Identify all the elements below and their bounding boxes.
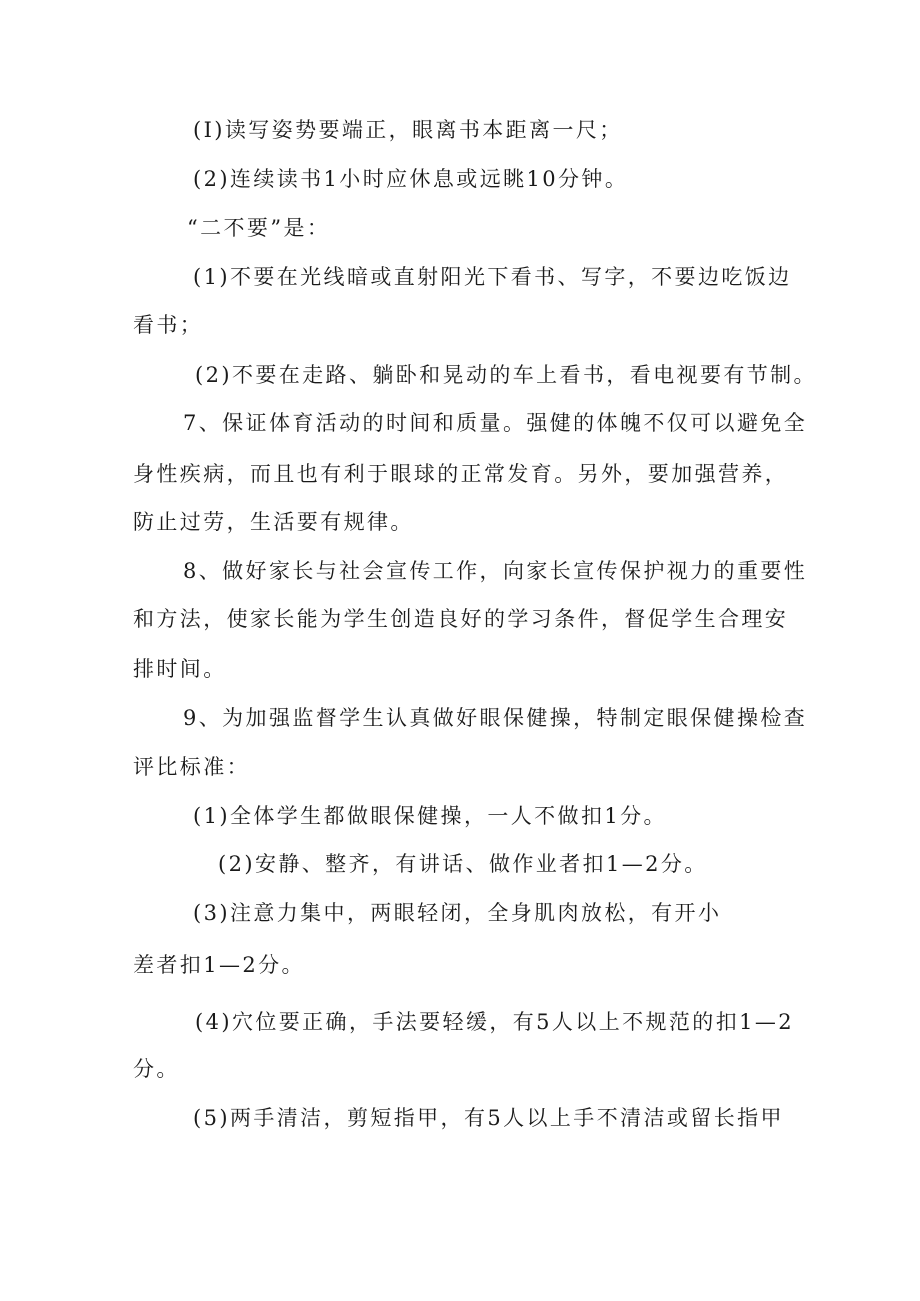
text-line: 防止过劳，生活要有规律。 bbox=[133, 510, 414, 534]
text-line: 排时间。 bbox=[133, 657, 227, 681]
text-line: 8、做好家长与社会宣传工作，向家长宣传保护视力的重要性 bbox=[183, 559, 808, 583]
text-line: “二不要”是： bbox=[187, 216, 331, 240]
text-line: (5)两手清洁，剪短指甲，有5人以上手不清洁或留长指甲 bbox=[193, 1106, 784, 1130]
text-line: 评比标准： bbox=[133, 755, 250, 779]
text-line: 9、为加强监督学生认真做好眼保健操，特制定眼保健操检查 bbox=[183, 706, 808, 730]
text-line: (1)全体学生都做眼保健操，一人不做扣1分。 bbox=[193, 804, 667, 828]
text-line: 差者扣1—2分。 bbox=[133, 953, 305, 977]
text-line: (I)读写姿势要端正，眼离书本距离一尺； bbox=[193, 118, 623, 142]
text-line: 分。 bbox=[133, 1057, 180, 1081]
text-line: (1)不要在光线暗或直射阳光下看书、写字，不要边吃饭边 bbox=[193, 265, 792, 289]
text-line: (4)穴位要正确，手法要轻缓，有5人以上不规范的扣1—2 bbox=[195, 1010, 795, 1034]
text-line: (3)注意力集中，两眼轻闭，全身肌肉放松，有开小 bbox=[193, 901, 722, 925]
text-line: 7、保证体育活动的时间和质量。强健的体魄不仅可以避免全 bbox=[183, 411, 808, 435]
text-line: 和方法，使家长能为学生创造良好的学习条件，督促学生合理安 bbox=[133, 607, 789, 631]
text-line: 身性疾病，而且也有利于眼球的正常发育。另外，要加强营养， bbox=[133, 462, 789, 486]
text-line: (2)安静、整齐，有讲话、做作业者扣1—2分。 bbox=[218, 852, 708, 876]
text-line: 看书； bbox=[133, 313, 204, 337]
text-line: (2)连续读书1小时应休息或远眺10分钟。 bbox=[193, 167, 629, 191]
text-line: (2)不要在走路、躺卧和晃动的车上看书，看电视要有节制。 bbox=[195, 363, 817, 387]
